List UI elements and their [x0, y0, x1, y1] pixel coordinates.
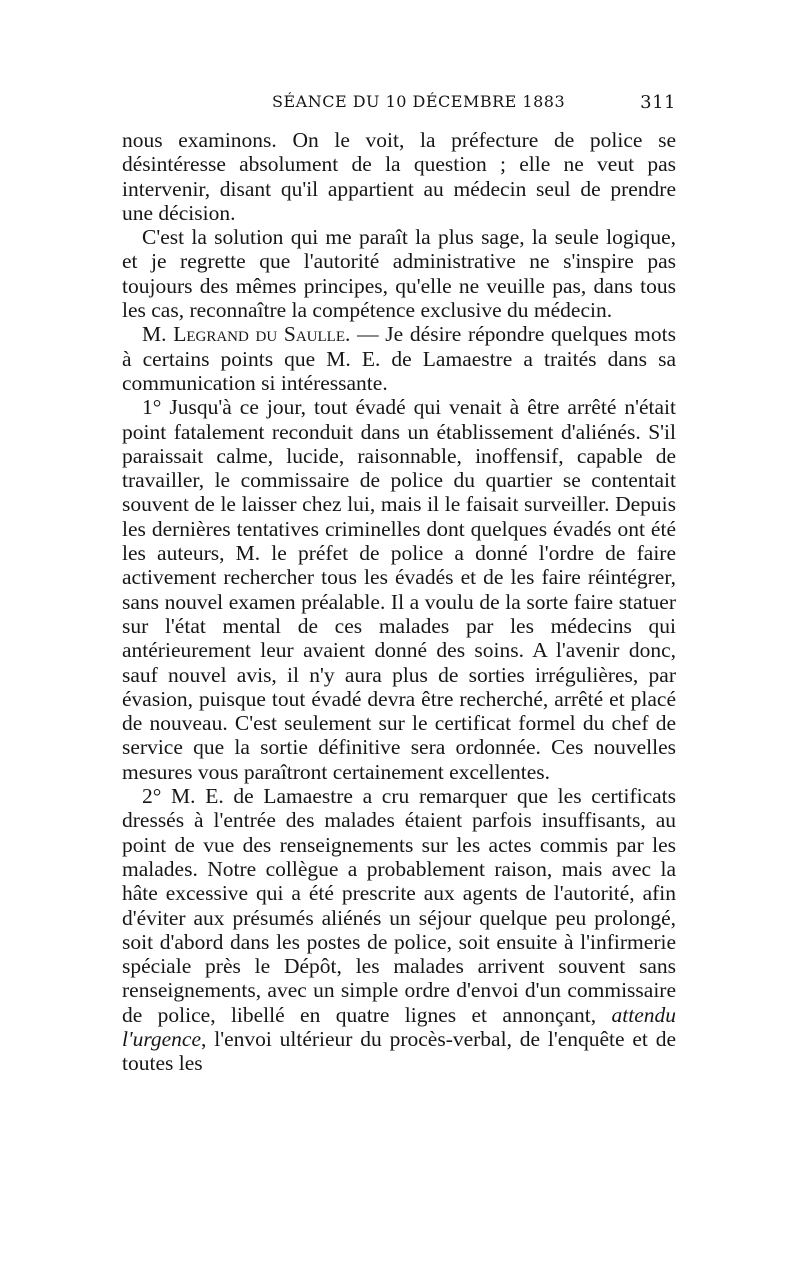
page-header: [122, 92, 678, 122]
body-text: [122, 128, 676, 1076]
speaker-name: M. Legrand du Saulle.: [142, 322, 351, 347]
paragraph-5-italic: attendu l'urgence: [122, 1002, 676, 1051]
paragraph-5: [122, 784, 676, 1076]
paragraph-5-end: , l'envoi ultérieur du procès-verbal, de l'enquête et de toutes les: [122, 1026, 676, 1076]
paragraph-3: [122, 322, 676, 395]
paragraph-5-start: 2° M. E. de Lamaestre a cru remarquer que les certificats dressés à l'entrée des malades étaient parfois insuffisants, au point de vue des renseignements sur les actes commis par les malades. Notre collègue a probablement raison, mais avec la hâte excessive qui a été prescrite aux agents de l'autorité, afin d'éviter aux présumés aliénés un séjour quelque peu prolongé, soit d'abord dans les postes de police, soit ensuite à l'infirmerie spéciale près le Dépôt, les malades arrivent souvent sans renseignements, avec un simple ordre d'envoi d'un commissaire de police, libellé en quatre lignes et annonçant,: [122, 784, 676, 1027]
paragraph-1: nous examinons. On le voit, la préfecture de police se désintéresse absolument de la question ; elle ne veut pas intervenir, disant qu'il appartient au médecin seul de prendre une décision.: [122, 128, 676, 225]
paragraph-2: C'est la solution qui me paraît la plus sage, la seule logique, et je regrette que l'autorité administrative ne s'inspire pas toujours des mêmes principes, qu'elle ne veuille pas, dans tous les cas, reconnaître la compétence exclusive du médecin.: [122, 225, 676, 323]
running-title: SÉANCE DU 10 DÉCEMBRE 1883: [272, 92, 566, 111]
page-number: 311: [640, 92, 676, 113]
paragraph-3-text: — Je désire répondre quelques mots à certains points que M. E. de Lamaestre a traités dans sa communication si intéressante.: [122, 322, 676, 395]
paragraph-4: 1° Jusqu'à ce jour, tout évadé qui venait à être arrêté n'était point fatalement reconduit dans un établissement d'aliénés. S'il paraissait calme, lucide, raisonnable, inoffensif, capable de travailler, le commissaire de police du quartier se contentait souvent de le laisser chez lui, mais il le faisait surveiller. Depuis les dernières tentatives criminelles dont quelques évadés ont été les auteurs, M. le préfet de police a donné l'ordre de faire activement rechercher tous les évadés et de les faire réintégrer, sans nouvel examen préalable. Il a voulu de la sorte faire statuer sur l'état mental de ces malades par les médecins qui antérieurement leur avaient donné des soins. A l'avenir donc, sauf nouvel avis, il n'y aura plus de sorties irrégulières, par évasion, puisque tout évadé devra être recherché, arrêté et placé de nouveau. C'est seulement sur le certificat formel du chef de service que la sortie définitive sera ordonnée. Ces nouvelles mesures vous paraîtront certainement excellentes.: [122, 395, 676, 784]
